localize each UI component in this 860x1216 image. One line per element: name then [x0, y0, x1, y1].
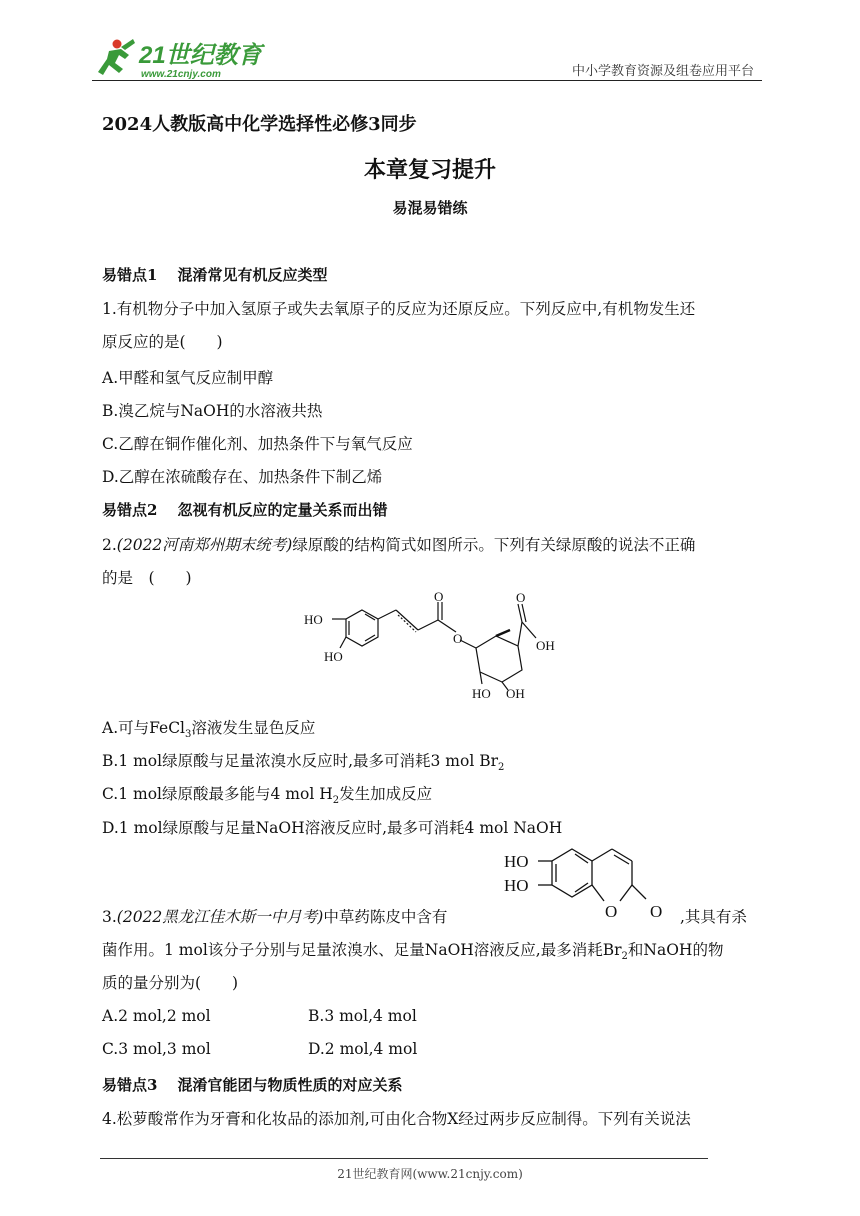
question-source: (2022河南郑州期末统考) — [116, 536, 293, 554]
struct-label: O — [605, 902, 618, 921]
struct-label: HO — [472, 686, 491, 701]
header-tagline: 中小学教育资源及组卷应用平台 — [571, 64, 754, 79]
option-d: D.乙醇在浓硫酸存在、加热条件下制乙烯 — [102, 468, 383, 486]
chapter-title: 本章复习提升 — [363, 157, 496, 183]
question-source: (2022黑龙江佳木斯一中月考) — [116, 908, 324, 926]
struct-label: OH — [506, 686, 525, 701]
question-text: 4.松萝酸常作为牙膏和化妆品的添加剂,可由化合物X经过两步反应制得。下列有关说法 — [102, 1110, 691, 1128]
section-label: 易错点2 — [102, 501, 158, 519]
option-c: C.乙醇在铜作催化剂、加热条件下与氧气反应 — [102, 435, 413, 453]
section-heading — [102, 1074, 402, 1095]
question-text: 3.(2022黑龙江佳木斯一中月考)中草药陈皮中含有 — [102, 908, 448, 926]
section-label: 易错点1 — [102, 266, 158, 284]
question-text: 原反应的是( ) — [102, 333, 223, 351]
option-b: B.溴乙烷与NaOH的水溶液共热 — [102, 402, 323, 420]
chapter-subtitle: 易混易错练 — [392, 199, 468, 217]
question-text: 的是 ( ) — [102, 569, 192, 587]
option-a: A.甲醛和氢气反应制甲醇 — [102, 369, 274, 387]
option-c: C.3 mol,3 mol — [102, 1040, 211, 1058]
struct-label: O — [453, 631, 463, 646]
logo-url: www.21cnjy.com — [141, 69, 221, 80]
struct-label: HO — [504, 852, 529, 871]
option-d: D.2 mol,4 mol — [308, 1040, 418, 1058]
header-rule — [92, 80, 762, 81]
struct-label: OH — [536, 638, 555, 653]
option-a: A.可与FeCl$_3$溶液发生显色反应 — [102, 719, 316, 741]
section-heading — [102, 499, 387, 520]
document-series: 2024人教版高中化学选择性必修3同步 — [102, 114, 417, 135]
footer-text: 21世纪教育网(www.21cnjy.com) — [337, 1167, 523, 1181]
chlorogenic-acid-structure — [300, 589, 570, 708]
section-heading — [102, 264, 327, 285]
option-c: C.1 mol绿原酸最多能与4 mol $H_2$发生加成反应 — [102, 785, 433, 807]
struct-label: O — [650, 902, 663, 921]
question-text: ,其具有杀 — [680, 908, 747, 926]
dihydroxycoumarin-structure — [500, 843, 680, 925]
section-title: 混淆常见有机反应类型 — [177, 266, 328, 284]
struct-label: O — [434, 589, 444, 604]
question-text: 2.(2022河南郑州期末统考)绿原酸的结构简式如图所示。下列有关绿原酸的说法不正确 — [102, 536, 696, 554]
section-title: 忽视有机反应的定量关系而出错 — [177, 501, 388, 519]
question-text: 菌作用。1 mol该分子分别与足量浓溴水、足量NaOH溶液反应,最多消耗$Br_2$和NaOH的物 — [102, 941, 724, 963]
option-b: B.1 mol绿原酸与足量浓溴水反应时,最多可消耗3 mol $Br_2$ — [102, 752, 505, 774]
option-a: A.2 mol,2 mol — [102, 1007, 211, 1025]
section-label: 易错点3 — [102, 1076, 158, 1094]
option-b: B.3 mol,4 mol — [308, 1007, 417, 1025]
question-text: 质的量分别为( ) — [102, 974, 239, 992]
struct-label: HO — [504, 876, 529, 895]
logo-text: 21世纪教育 — [139, 42, 262, 69]
section-title: 混淆官能团与物质性质的对应关系 — [177, 1076, 403, 1094]
struct-label: HO — [324, 649, 343, 664]
option-d: D.1 mol绿原酸与足量NaOH溶液反应时,最多可消耗4 mol NaOH — [102, 819, 563, 837]
question-text: 1.有机物分子中加入氢原子或失去氧原子的反应为还原反应。下列反应中,有机物发生还 — [102, 300, 696, 318]
footer-rule — [100, 1158, 708, 1159]
struct-label: HO — [304, 612, 323, 627]
struct-label: O — [516, 590, 526, 605]
